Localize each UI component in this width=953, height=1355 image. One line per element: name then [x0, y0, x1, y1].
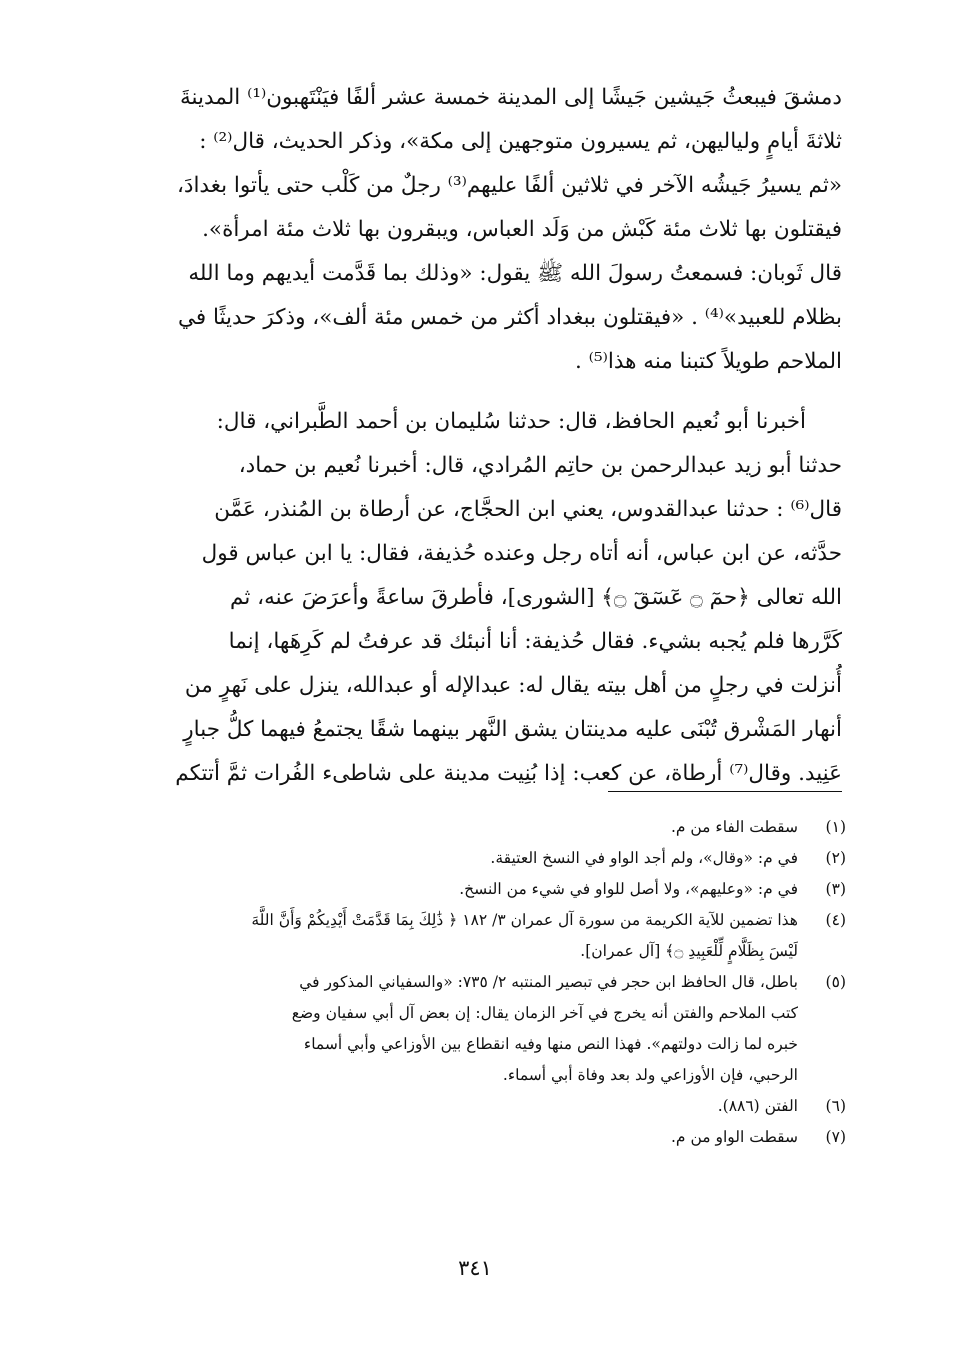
footnote	[130, 1122, 846, 1153]
text-line: حدثنا أبو زيد عبدالرحمن بن حاتِم المُرادي، قال: أخبرنا نُعيم بن حماد،	[238, 453, 842, 478]
paragraph-gap	[130, 384, 842, 400]
text-line: قال ثَوبان: فسمعتُ رسولَ الله ﷺ يقول: «وذلك بما قَدَّمت أيديهم وما الله	[188, 261, 842, 286]
footnote-number: (٧)	[825, 1128, 846, 1146]
footnote-line: باطل، قال الحافظ ابن حجر في تبصير المنتبه ٢/ ٧٣٥: «والسفياني المذكور في	[299, 973, 798, 991]
footnote-number: (٤)	[825, 911, 846, 929]
text-line: عَنِيد. وقال⁽⁷⁾ أرطاة، عن كعب: إذا بُنِيت مدينة على شاطىء الفُرات ثمَّ أتتكم	[175, 761, 842, 786]
footnote	[130, 905, 846, 967]
footnote-line: في م: «وعليهم»، ولا أصل للواو في شيء من النسخ.	[459, 880, 798, 898]
footnote-text	[130, 1091, 798, 1122]
footnote-text	[130, 874, 798, 905]
footnote-line: هذا تضمين للآية الكريمة من سورة آل عمران ٣/ ١٨٢ ﴿ ذَٰلِكَ بِمَا قَدَّمَتْ أَيْدِيكُمْ وَأَنَّ اللَّهَ	[251, 911, 798, 929]
footnote-line: الفتن (٨٨٦).	[717, 1097, 798, 1115]
footnote	[130, 874, 846, 905]
footnote-number: (٣)	[825, 880, 846, 898]
text-line: قال⁽⁶⁾ : حدثنا عبدالقدوس، يعني ابن الحجَّاج، عن أرطاة بن المُنذر، عَمَّن	[214, 497, 842, 522]
text-line: ثلاثةَ أيامٍ ولياليهن، ثم يسيرون متوجهين إلى مكة»، وذكر الحديث، قال⁽²⁾ :	[199, 129, 842, 154]
footnote-line: في م: «وقال»، ولم أجد الواو في النسخ العتيقة.	[490, 849, 798, 867]
text-line: أنهار المَشْرق تُبْنَى عليه مدينتان يشق النَّهر بينهما شقًا يجتمعُ فيهما كلُّ جبارٍ	[183, 717, 842, 742]
footnote-line: كتب الملاحم والفتن أنه يخرج في آخر الزمان يقال: إن بعض آل أبي سفيان وضع	[291, 1004, 798, 1022]
footnote	[130, 812, 846, 843]
text-line: كَرَّرها فلم يُجبه بشيء. فقال حُذيفة: أنا أنبئك قد عرفتُ لم كَرِهَها، إنما	[228, 629, 842, 654]
footnote-line: لَيْسَ بِظَلَّامٍ لِّلْعَبِيدِ ۝﴾ [آل عمران].	[580, 942, 798, 960]
text-line: دمشقَ فيبعثُ جَيشين جَيشًا إلى المدينة خمسة عشر ألفًا فيَنْتَهبون⁽¹⁾ المدينةَ	[180, 85, 842, 110]
text-line: أُنزلت في رجلٍ من أهل بيته يقال له: عبدالإله أو عبدالله، ينزل على نَهرٍ من	[184, 673, 842, 698]
text-line: فيقتلون بها ثلاث مئة كَبْش من وَلَد العباس، ويبقرون بها ثلاث مئة امرأة».	[202, 217, 842, 242]
footnote-text	[130, 812, 798, 843]
footnote-text	[130, 905, 798, 967]
text-line: «ثم يسيرُ جَيشُه الآخر في ثلاثين ألفًا عليهم⁽³⁾ رجلٌ من كَلْب حتى يأتوا بغدادَ،	[176, 173, 842, 198]
page-number: ٣٤١	[458, 1256, 492, 1280]
footnote-separator	[608, 791, 842, 792]
footnote-number: (٢)	[825, 849, 846, 867]
footnote-text	[130, 1122, 798, 1153]
footnote-number: (٦)	[825, 1097, 846, 1115]
footnote-line: الرحبي، فإن الأوزاعي ولد بعد وفاة أبي أسماء.	[502, 1066, 798, 1084]
footnotes	[130, 812, 846, 1153]
footnote	[130, 967, 846, 1091]
text-line: الله تعالى ﴿حمٓ ۝ عٓسٓقٓ ۝﴾ [الشورى]، فأطرقَ ساعةً وأعرَضَ عنه، ثم	[230, 585, 842, 610]
footnote-number: (١)	[825, 818, 846, 836]
text-line: حدَّثه، عن ابن عباس، أنه أتاه رجل وعنده حُذيفة، فقال: يا ابن عباس قول	[201, 541, 842, 566]
text-line: الملاحم طويلاً كتبنا منه هذا⁽⁵⁾ .	[575, 349, 842, 374]
main-text	[130, 76, 842, 796]
footnote-number: (٥)	[825, 973, 846, 991]
footnote-line: سقطت الفاء من م.	[670, 818, 798, 836]
footnote	[130, 1091, 846, 1122]
footnote-line: سقطت الواو من م.	[671, 1128, 798, 1146]
paragraph	[130, 76, 842, 384]
footnote-line: خبره لما زالت دولتهم». فهذا النص منها وفيه انقطاع بين الأوزاعي وأبي أسماء	[303, 1035, 798, 1053]
paragraph	[130, 400, 842, 796]
footnote-text	[130, 843, 798, 874]
text-line: أخبرنا أبو نُعيم الحافظ، قال: حدثنا سُليمان بن أحمد الطَّبراني، قال:	[216, 409, 806, 434]
footnote	[130, 843, 846, 874]
text-line: بظلام للعبيد»⁽⁴⁾ . «فيقتلون ببغداد أكثر من خمس مئة ألف»، وذكرَ حديثًا في	[177, 305, 842, 330]
footnote-text	[130, 967, 798, 1091]
